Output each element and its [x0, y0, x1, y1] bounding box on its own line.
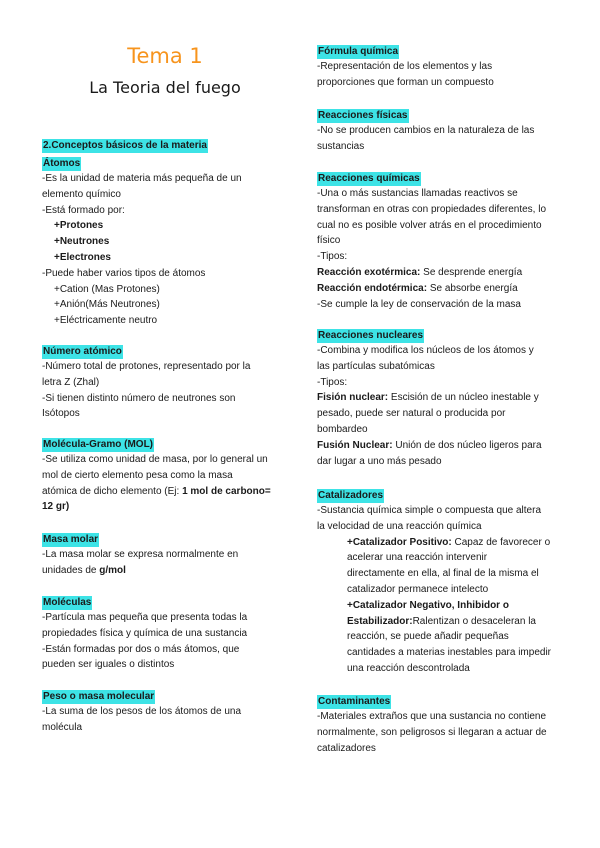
section-catalizadores	[317, 485, 567, 677]
text-line: unidades de g/mol	[42, 564, 126, 576]
text-line: catalizadores	[317, 742, 376, 754]
section-reacciones-quimicas	[317, 168, 567, 312]
list-item: +Protones	[54, 220, 104, 232]
text-line: -Materiales extraños que una sustancia no contiene	[317, 711, 547, 722]
text-line: -No se producen cambios en la naturaleza de las	[317, 125, 535, 136]
page-subtitle: La Teoria del fuego	[89, 78, 241, 97]
list-item: +Eléctricamente neutro	[54, 315, 158, 327]
text-line: -Se utiliza como unidad de masa, por lo general un	[42, 454, 268, 465]
section-formula-quimica	[317, 41, 567, 91]
text-line: 12 gr)	[42, 501, 70, 513]
section-heading: Masa molar	[43, 534, 99, 545]
text-line: catalizador permanece intelecto	[347, 583, 489, 595]
section-peso-molecular	[42, 686, 288, 736]
section-reacciones-fisicas	[317, 105, 567, 155]
text-line: acelerar una reacción intervenir	[347, 552, 488, 564]
list-item: +Anión(Más Neutrones)	[54, 299, 160, 311]
text-line: -Si tienen distinto número de neutrones son	[42, 392, 236, 404]
text-line: Fisión nuclear: Escisión de un núcleo inestable y	[317, 392, 539, 404]
text-line: mol de cierto elemento pesa como la masa	[42, 469, 233, 481]
list-item: +Neutrones	[54, 236, 110, 248]
text-line: -Es la unidad de materia más pequeña de un	[42, 173, 242, 184]
text-line: Reacción exotérmica: Se desprende energía	[317, 266, 523, 278]
list-item: +Electrones	[54, 251, 111, 263]
text-line: Reacción endotérmica: Se absorbe energía	[317, 282, 518, 294]
text-line: elemento químico	[42, 188, 121, 200]
section-moleculas	[42, 592, 288, 673]
section-heading: Contaminantes	[318, 696, 391, 707]
text-line: proporciones que forman un compuesto	[317, 76, 494, 88]
section-subheading: Átomos	[43, 158, 81, 169]
text-line: cual no es posible volver atrás en el procedimiento	[317, 219, 542, 231]
text-line: +Catalizador Positivo: Capaz de favorecer o	[347, 536, 551, 548]
text-line: -Puede haber varios tipos de átomos	[42, 267, 206, 279]
section-masa-molar	[42, 529, 288, 579]
list-item: +Cation (Mas Protones)	[54, 283, 160, 295]
text-line: pueden ser iguales o distintos	[42, 659, 175, 671]
section-heading: Reacciones nucleares	[318, 330, 424, 341]
text-line: físico	[317, 235, 341, 247]
section-heading: Fórmula química	[318, 46, 399, 57]
text-line: -Número total de protones, representado por la	[42, 361, 251, 372]
section-heading: Molécula-Gramo (MOL)	[43, 439, 154, 450]
text-line: Fusión Nuclear: Unión de dos núcleo ligeros para	[317, 439, 542, 451]
section-reacciones-nucleares	[317, 325, 567, 469]
text-line: -Una o más sustancias llamadas reactivos se	[317, 188, 518, 199]
text-line: +Catalizador Negativo, Inhibidor o	[347, 599, 509, 611]
text-line: sustancias	[317, 140, 365, 152]
text-line: propiedades física y química de una sustancia	[42, 627, 248, 639]
text-line: normalmente, son peligrosos si llegaran a actuar de	[317, 726, 547, 738]
section-contaminantes	[317, 691, 567, 756]
section-heading: 2.Conceptos básicos de la materia	[43, 140, 207, 151]
text-line: -Representación de los elementos y las	[317, 61, 493, 72]
text-line: la velocidad de una reacción química	[317, 520, 482, 532]
section-molecula-gramo	[42, 434, 288, 515]
section-heading: Reacciones químicas	[318, 173, 420, 184]
section-heading: Catalizadores	[318, 490, 384, 501]
section-numero-atomico	[42, 341, 288, 422]
text-line: las partículas subatómicas	[317, 360, 435, 372]
text-line: cantidades a materias inestables para impedir	[347, 647, 551, 659]
section-conceptos-basicos	[42, 135, 288, 329]
text-line: pesado, puede ser natural o producida por	[317, 408, 506, 420]
section-heading: Moléculas	[43, 597, 92, 608]
text-line: dar lugar a uno más pesado	[317, 455, 442, 467]
text-line: reacción, se puede añadir pequeñas	[347, 631, 509, 643]
text-line: letra Z (Zhal)	[42, 376, 100, 388]
text-line: atómica de dicho elemento (Ej: 1 mol de carbono=	[42, 485, 271, 497]
text-line: -La suma de los pesos de los átomos de una	[42, 706, 242, 717]
text-line: -Combina y modifica los núcleos de los átomos y	[317, 345, 534, 356]
text-line: -Tipos:	[317, 376, 348, 388]
text-line: transforman en otras con propiedades diferentes, lo	[317, 203, 547, 215]
page-title: Tema 1	[127, 44, 203, 68]
text-line: -La masa molar se expresa normalmente en	[42, 549, 239, 560]
text-line: -Tipos:	[317, 251, 348, 263]
text-line: Isótopos	[42, 408, 80, 420]
text-line: -Está formado por:	[42, 204, 125, 216]
text-line: -Se cumple la ley de conservación de la masa	[317, 298, 521, 310]
section-heading: Reacciones físicas	[318, 110, 408, 121]
text-line: -Están formadas por dos o más átomos, que	[42, 643, 240, 655]
text-line: -Sustancia química simple o compuesta que altera	[317, 505, 542, 516]
section-heading: Número atómico	[43, 346, 122, 357]
text-line: Estabilizador:Ralentizan o desaceleran la	[347, 615, 536, 627]
text-line: bombardeo	[317, 423, 368, 435]
section-heading: Peso o masa molecular	[43, 691, 155, 702]
text-line: molécula	[42, 721, 83, 733]
text-line: una reacción descontrolada	[347, 662, 470, 674]
text-line: directamente en ella, al final de la misma el	[347, 568, 539, 580]
text-line: -Partícula mas pequeña que presenta todas la	[42, 612, 248, 623]
